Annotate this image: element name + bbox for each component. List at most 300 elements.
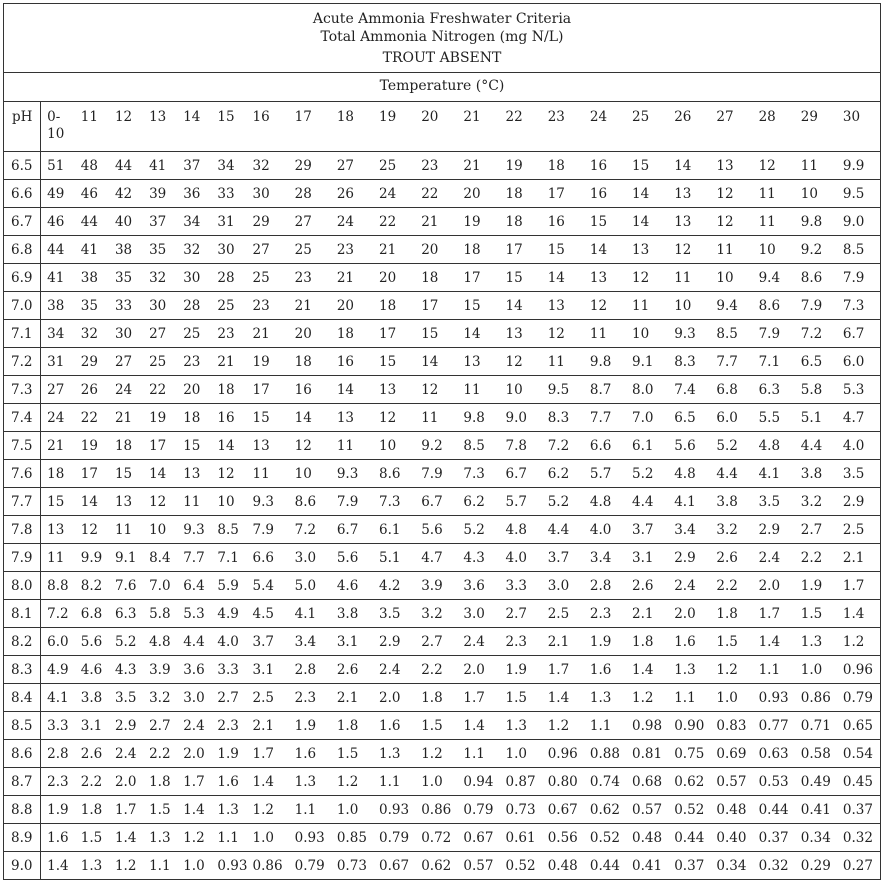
- criteria-value-cell: 9.3: [668, 320, 710, 348]
- criteria-value-cell: 2.5: [837, 516, 881, 544]
- criteria-value-cell: 14: [542, 264, 584, 292]
- criteria-value-cell: 8.6: [373, 460, 415, 488]
- criteria-value-cell: 14: [626, 180, 668, 208]
- criteria-value-cell: 8.6: [289, 488, 331, 516]
- criteria-value-cell: 7.9: [837, 264, 881, 292]
- criteria-value-cell: 4.3: [457, 544, 499, 572]
- criteria-value-cell: 12: [75, 516, 109, 544]
- criteria-value-cell: 3.9: [415, 572, 457, 600]
- criteria-value-cell: 29: [75, 348, 109, 376]
- criteria-value-cell: 3.8: [331, 600, 373, 628]
- criteria-value-cell: 0.48: [626, 824, 668, 852]
- temperature-column-header: 19: [379, 109, 397, 125]
- criteria-value-cell: 1.1: [753, 656, 795, 684]
- criteria-value-cell: 19: [500, 152, 542, 180]
- criteria-value-cell: 11: [109, 516, 143, 544]
- criteria-value-cell: 32: [143, 264, 177, 292]
- criteria-value-cell: 4.8: [753, 432, 795, 460]
- criteria-value-cell: 0.62: [415, 852, 457, 880]
- criteria-value-cell: 4.4: [710, 460, 752, 488]
- criteria-value-cell: 3.0: [177, 684, 211, 712]
- criteria-value-cell: 5.2: [710, 432, 752, 460]
- criteria-value-cell: 3.5: [373, 600, 415, 628]
- criteria-value-cell: 13: [41, 516, 75, 544]
- criteria-value-cell: 1.7: [542, 656, 584, 684]
- temperature-column-header: 13: [149, 109, 167, 125]
- criteria-value-cell: 9.2: [795, 236, 837, 264]
- criteria-value-cell: 0.37: [668, 852, 710, 880]
- criteria-value-cell: 4.4: [542, 516, 584, 544]
- criteria-value-cell: 18: [109, 432, 143, 460]
- criteria-value-cell: 22: [143, 376, 177, 404]
- criteria-value-cell: 1.0: [247, 824, 289, 852]
- temperature-column-header: 17: [294, 109, 312, 125]
- criteria-value-cell: 7.2: [542, 432, 584, 460]
- criteria-value-cell: 28: [177, 292, 211, 320]
- criteria-value-cell: 6.3: [753, 376, 795, 404]
- criteria-value-cell: 4.1: [289, 600, 331, 628]
- criteria-value-cell: 1.5: [500, 684, 542, 712]
- ph-value-cell: 7.7: [4, 488, 41, 516]
- criteria-value-cell: 0.61: [500, 824, 542, 852]
- criteria-value-cell: 6.0: [41, 628, 75, 656]
- criteria-value-cell: 1.4: [247, 768, 289, 796]
- criteria-value-cell: 38: [109, 236, 143, 264]
- criteria-value-cell: 34: [41, 320, 75, 348]
- criteria-value-cell: 1.7: [753, 600, 795, 628]
- criteria-value-cell: 0.40: [710, 824, 752, 852]
- criteria-value-cell: 19: [143, 404, 177, 432]
- criteria-value-cell: 2.4: [373, 656, 415, 684]
- criteria-value-cell: 13: [542, 292, 584, 320]
- table-row: [4, 208, 881, 236]
- table-row: [4, 348, 881, 376]
- table-row: [4, 376, 881, 404]
- table-row: [4, 768, 881, 796]
- criteria-value-cell: 9.4: [753, 264, 795, 292]
- criteria-value-cell: 3.1: [626, 544, 668, 572]
- criteria-value-cell: 30: [109, 320, 143, 348]
- criteria-value-cell: 15: [584, 208, 626, 236]
- table-row: [4, 852, 881, 880]
- criteria-value-cell: 0.37: [753, 824, 795, 852]
- criteria-value-cell: 1.7: [247, 740, 289, 768]
- criteria-value-cell: 7.9: [415, 460, 457, 488]
- criteria-value-cell: 25: [211, 292, 246, 320]
- temperature-column-header: 27: [716, 109, 734, 125]
- criteria-value-cell: 13: [247, 432, 289, 460]
- criteria-value-cell: 1.9: [211, 740, 246, 768]
- criteria-value-cell: 4.6: [75, 656, 109, 684]
- ph-value-cell: 8.9: [4, 824, 41, 852]
- criteria-value-cell: 0.32: [753, 852, 795, 880]
- criteria-value-cell: 15: [415, 320, 457, 348]
- criteria-value-cell: 20: [457, 180, 499, 208]
- criteria-value-cell: 11: [795, 152, 837, 180]
- criteria-value-cell: 18: [457, 236, 499, 264]
- criteria-value-cell: 5.6: [668, 432, 710, 460]
- criteria-value-cell: 9.5: [837, 180, 881, 208]
- criteria-value-cell: 2.5: [247, 684, 289, 712]
- temperature-column-header: 20: [421, 109, 439, 125]
- criteria-value-cell: 4.0: [584, 516, 626, 544]
- criteria-value-cell: 6.6: [584, 432, 626, 460]
- criteria-value-cell: 12: [626, 264, 668, 292]
- ph-value-cell: 8.8: [4, 796, 41, 824]
- criteria-value-cell: 18: [415, 264, 457, 292]
- criteria-value-cell: 2.8: [289, 656, 331, 684]
- criteria-value-cell: 2.7: [415, 628, 457, 656]
- criteria-value-cell: 8.3: [668, 348, 710, 376]
- criteria-value-cell: 8.2: [75, 572, 109, 600]
- criteria-value-cell: 17: [415, 292, 457, 320]
- table-row: [4, 152, 881, 180]
- criteria-value-cell: 1.1: [373, 768, 415, 796]
- criteria-value-cell: 5.3: [837, 376, 881, 404]
- criteria-value-cell: 14: [75, 488, 109, 516]
- criteria-value-cell: 1.3: [143, 824, 177, 852]
- criteria-value-cell: 3.0: [457, 600, 499, 628]
- criteria-value-cell: 1.6: [584, 656, 626, 684]
- criteria-value-cell: 21: [415, 208, 457, 236]
- criteria-value-cell: 4.9: [41, 656, 75, 684]
- criteria-value-cell: 5.2: [542, 488, 584, 516]
- criteria-value-cell: 38: [41, 292, 75, 320]
- criteria-value-cell: 12: [211, 460, 246, 488]
- criteria-value-cell: 39: [143, 180, 177, 208]
- criteria-value-cell: 3.5: [837, 460, 881, 488]
- criteria-value-cell: 0.85: [331, 824, 373, 852]
- criteria-value-cell: 0.79: [457, 796, 499, 824]
- criteria-value-cell: 0.57: [626, 796, 668, 824]
- criteria-value-cell: 2.9: [837, 488, 881, 516]
- criteria-value-cell: 12: [373, 404, 415, 432]
- criteria-value-cell: 1.4: [457, 712, 499, 740]
- criteria-value-cell: 12: [143, 488, 177, 516]
- criteria-value-cell: 6.1: [626, 432, 668, 460]
- criteria-value-cell: 30: [211, 236, 246, 264]
- criteria-value-cell: 7.8: [500, 432, 542, 460]
- criteria-value-cell: 3.1: [75, 712, 109, 740]
- criteria-value-cell: 18: [211, 376, 246, 404]
- criteria-value-cell: 0.49: [795, 768, 837, 796]
- criteria-value-cell: 0.41: [626, 852, 668, 880]
- criteria-value-cell: 11: [710, 236, 752, 264]
- criteria-value-cell: 7.4: [668, 376, 710, 404]
- criteria-value-cell: 22: [75, 404, 109, 432]
- criteria-value-cell: 2.4: [177, 712, 211, 740]
- ph-value-cell: 6.9: [4, 264, 41, 292]
- criteria-value-cell: 1.5: [795, 600, 837, 628]
- criteria-value-cell: 1.8: [710, 600, 752, 628]
- ph-value-cell: 9.0: [4, 852, 41, 880]
- criteria-value-cell: 3.3: [500, 572, 542, 600]
- criteria-value-cell: 11: [542, 348, 584, 376]
- criteria-value-cell: 16: [211, 404, 246, 432]
- criteria-value-cell: 15: [247, 404, 289, 432]
- criteria-value-cell: 3.4: [668, 516, 710, 544]
- criteria-value-cell: 36: [177, 180, 211, 208]
- criteria-value-cell: 11: [584, 320, 626, 348]
- criteria-value-cell: 1.9: [500, 656, 542, 684]
- criteria-value-cell: 0.96: [837, 656, 881, 684]
- criteria-value-cell: 7.1: [211, 544, 246, 572]
- criteria-value-cell: 1.2: [415, 740, 457, 768]
- criteria-value-cell: 8.7: [584, 376, 626, 404]
- temperature-column-header: 24: [589, 109, 608, 125]
- criteria-value-cell: 27: [41, 376, 75, 404]
- table-row: [4, 572, 881, 600]
- criteria-value-cell: 7.3: [837, 292, 881, 320]
- criteria-value-cell: 7.3: [373, 488, 415, 516]
- criteria-value-cell: 0.93: [753, 684, 795, 712]
- ph-value-cell: 7.8: [4, 516, 41, 544]
- criteria-value-cell: 14: [626, 208, 668, 236]
- criteria-value-cell: 0.27: [837, 852, 881, 880]
- table-row: [4, 712, 881, 740]
- criteria-value-cell: 17: [542, 180, 584, 208]
- criteria-value-cell: 1.4: [109, 824, 143, 852]
- criteria-value-cell: 19: [457, 208, 499, 236]
- criteria-value-cell: 27: [109, 348, 143, 376]
- criteria-value-cell: 16: [542, 208, 584, 236]
- criteria-value-cell: 3.5: [109, 684, 143, 712]
- criteria-value-cell: 3.9: [143, 656, 177, 684]
- criteria-value-cell: 8.6: [753, 292, 795, 320]
- criteria-value-cell: 1.4: [753, 628, 795, 656]
- table-row: [4, 824, 881, 852]
- temperature-column-header: 12: [114, 109, 133, 125]
- ph-value-cell: 7.9: [4, 544, 41, 572]
- ph-value-cell: 8.7: [4, 768, 41, 796]
- criteria-value-cell: 1.3: [211, 796, 246, 824]
- criteria-value-cell: 9.0: [500, 404, 542, 432]
- criteria-value-cell: 0.56: [542, 824, 584, 852]
- criteria-value-cell: 10: [753, 236, 795, 264]
- table-row: [4, 740, 881, 768]
- criteria-value-cell: 15: [542, 236, 584, 264]
- criteria-value-cell: 12: [710, 208, 752, 236]
- criteria-value-cell: 7.3: [457, 460, 499, 488]
- criteria-value-cell: 1.2: [247, 796, 289, 824]
- criteria-value-cell: 2.3: [584, 600, 626, 628]
- criteria-value-cell: 1.7: [457, 684, 499, 712]
- criteria-value-cell: 0.48: [710, 796, 752, 824]
- criteria-value-cell: 2.3: [500, 628, 542, 656]
- criteria-value-cell: 4.0: [211, 628, 246, 656]
- criteria-value-cell: 19: [75, 432, 109, 460]
- criteria-value-cell: 1.1: [211, 824, 246, 852]
- criteria-value-cell: 8.5: [837, 236, 881, 264]
- criteria-value-cell: 7.7: [710, 348, 752, 376]
- criteria-value-cell: 10: [373, 432, 415, 460]
- criteria-value-cell: 9.5: [542, 376, 584, 404]
- criteria-value-cell: 1.4: [177, 796, 211, 824]
- criteria-value-cell: 0.86: [795, 684, 837, 712]
- criteria-value-cell: 8.0: [626, 376, 668, 404]
- criteria-value-cell: 6.7: [415, 488, 457, 516]
- criteria-value-cell: 1.7: [177, 768, 211, 796]
- criteria-value-cell: 7.9: [795, 292, 837, 320]
- criteria-value-cell: 5.6: [331, 544, 373, 572]
- criteria-value-cell: 13: [373, 376, 415, 404]
- criteria-value-cell: 5.8: [143, 600, 177, 628]
- criteria-value-cell: 0.67: [373, 852, 415, 880]
- criteria-value-cell: 23: [177, 348, 211, 376]
- criteria-value-cell: 14: [289, 404, 331, 432]
- criteria-value-cell: 7.0: [626, 404, 668, 432]
- criteria-value-cell: 1.9: [289, 712, 331, 740]
- criteria-value-cell: 1.6: [211, 768, 246, 796]
- ph-column-header: pH: [4, 102, 41, 152]
- criteria-value-cell: 2.7: [500, 600, 542, 628]
- ph-value-cell: 7.6: [4, 460, 41, 488]
- criteria-value-cell: 3.6: [177, 656, 211, 684]
- criteria-value-cell: 20: [177, 376, 211, 404]
- criteria-value-cell: 33: [211, 180, 246, 208]
- temperature-column-header: 22: [505, 109, 523, 125]
- criteria-value-cell: 4.4: [626, 488, 668, 516]
- criteria-value-cell: 0.44: [668, 824, 710, 852]
- criteria-value-cell: 0.68: [626, 768, 668, 796]
- criteria-value-cell: 1.2: [109, 852, 143, 880]
- criteria-value-cell: 17: [373, 320, 415, 348]
- criteria-value-cell: 0.86: [247, 852, 289, 880]
- criteria-value-cell: 2.4: [753, 544, 795, 572]
- criteria-value-cell: 1.9: [795, 572, 837, 600]
- criteria-value-cell: 1.8: [75, 796, 109, 824]
- criteria-value-cell: 1.0: [331, 796, 373, 824]
- criteria-value-cell: 0.73: [331, 852, 373, 880]
- criteria-value-cell: 2.3: [41, 768, 75, 796]
- criteria-value-cell: 6.7: [837, 320, 881, 348]
- criteria-value-cell: 41: [41, 264, 75, 292]
- criteria-value-cell: 2.3: [211, 712, 246, 740]
- criteria-value-cell: 12: [289, 432, 331, 460]
- criteria-value-cell: 35: [143, 236, 177, 264]
- criteria-value-cell: 9.8: [457, 404, 499, 432]
- criteria-value-cell: 10: [626, 320, 668, 348]
- criteria-value-cell: 27: [143, 320, 177, 348]
- criteria-value-cell: 4.6: [331, 572, 373, 600]
- criteria-value-cell: 8.8: [41, 572, 75, 600]
- ph-value-cell: 7.1: [4, 320, 41, 348]
- criteria-value-cell: 21: [109, 404, 143, 432]
- criteria-value-cell: 3.3: [41, 712, 75, 740]
- criteria-value-cell: 6.5: [795, 348, 837, 376]
- criteria-value-cell: 25: [373, 152, 415, 180]
- criteria-value-cell: 21: [289, 292, 331, 320]
- criteria-value-cell: 21: [247, 320, 289, 348]
- ammonia-criteria-table: [3, 3, 881, 880]
- criteria-value-cell: 33: [109, 292, 143, 320]
- ph-value-cell: 8.4: [4, 684, 41, 712]
- criteria-value-cell: 6.0: [837, 348, 881, 376]
- criteria-value-cell: 0.58: [795, 740, 837, 768]
- criteria-value-cell: 1.4: [542, 684, 584, 712]
- criteria-value-cell: 3.4: [584, 544, 626, 572]
- criteria-value-cell: 4.3: [109, 656, 143, 684]
- ph-value-cell: 8.2: [4, 628, 41, 656]
- table-title: [4, 4, 881, 73]
- criteria-value-cell: 29: [289, 152, 331, 180]
- criteria-value-cell: 5.8: [795, 376, 837, 404]
- criteria-value-cell: 5.7: [584, 460, 626, 488]
- criteria-value-cell: 18: [373, 292, 415, 320]
- criteria-value-cell: 9.3: [331, 460, 373, 488]
- criteria-value-cell: 2.1: [247, 712, 289, 740]
- title-line-1: Acute Ammonia Freshwater Criteria: [312, 11, 572, 27]
- criteria-value-cell: 4.8: [668, 460, 710, 488]
- criteria-value-cell: 34: [211, 152, 246, 180]
- criteria-value-cell: 1.1: [457, 740, 499, 768]
- temperature-column-header: 0- 10: [47, 109, 65, 142]
- criteria-value-cell: 6.5: [668, 404, 710, 432]
- criteria-value-cell: 7.7: [177, 544, 211, 572]
- criteria-value-cell: 2.1: [837, 544, 881, 572]
- criteria-value-cell: 0.32: [837, 824, 881, 852]
- criteria-value-cell: 32: [75, 320, 109, 348]
- table-row: [4, 180, 881, 208]
- criteria-value-cell: 13: [710, 152, 752, 180]
- criteria-value-cell: 4.7: [415, 544, 457, 572]
- temperature-column-header: 15: [217, 109, 235, 125]
- criteria-value-cell: 0.44: [753, 796, 795, 824]
- criteria-value-cell: 13: [331, 404, 373, 432]
- criteria-value-cell: 31: [41, 348, 75, 376]
- criteria-value-cell: 18: [177, 404, 211, 432]
- criteria-value-cell: 37: [143, 208, 177, 236]
- temperature-column-header: 23: [547, 109, 565, 125]
- criteria-value-cell: 23: [331, 236, 373, 264]
- criteria-value-cell: 1.1: [668, 684, 710, 712]
- criteria-value-cell: 2.2: [143, 740, 177, 768]
- temperature-column-header: 16: [252, 109, 270, 125]
- criteria-value-cell: 6.7: [331, 516, 373, 544]
- criteria-value-cell: 3.8: [710, 488, 752, 516]
- criteria-value-cell: 2.0: [373, 684, 415, 712]
- criteria-value-cell: 2.7: [211, 684, 246, 712]
- criteria-value-cell: 14: [668, 152, 710, 180]
- criteria-value-cell: 8.3: [542, 404, 584, 432]
- criteria-value-cell: 7.1: [753, 348, 795, 376]
- criteria-value-cell: 16: [331, 348, 373, 376]
- criteria-value-cell: 11: [177, 488, 211, 516]
- criteria-value-cell: 2.3: [289, 684, 331, 712]
- criteria-value-cell: 4.9: [211, 600, 246, 628]
- criteria-value-cell: 48: [75, 152, 109, 180]
- title-line-3: TROUT ABSENT: [382, 50, 502, 66]
- criteria-value-cell: 10: [795, 180, 837, 208]
- temperature-header: Temperature (°C): [4, 73, 881, 102]
- criteria-value-cell: 15: [500, 264, 542, 292]
- criteria-value-cell: 3.8: [75, 684, 109, 712]
- criteria-value-cell: 25: [143, 348, 177, 376]
- table-row: [4, 656, 881, 684]
- criteria-value-cell: 4.0: [500, 544, 542, 572]
- criteria-value-cell: 2.0: [457, 656, 499, 684]
- criteria-value-cell: 1.8: [143, 768, 177, 796]
- criteria-value-cell: 2.7: [795, 516, 837, 544]
- criteria-value-cell: 46: [75, 180, 109, 208]
- criteria-value-cell: 11: [247, 460, 289, 488]
- column-header-row: [4, 102, 881, 152]
- criteria-value-cell: 10: [710, 264, 752, 292]
- criteria-value-cell: 13: [109, 488, 143, 516]
- criteria-value-cell: 1.2: [626, 684, 668, 712]
- title-line-2: Total Ammonia Nitrogen (mg N/L): [320, 29, 564, 45]
- criteria-value-cell: 0.62: [668, 768, 710, 796]
